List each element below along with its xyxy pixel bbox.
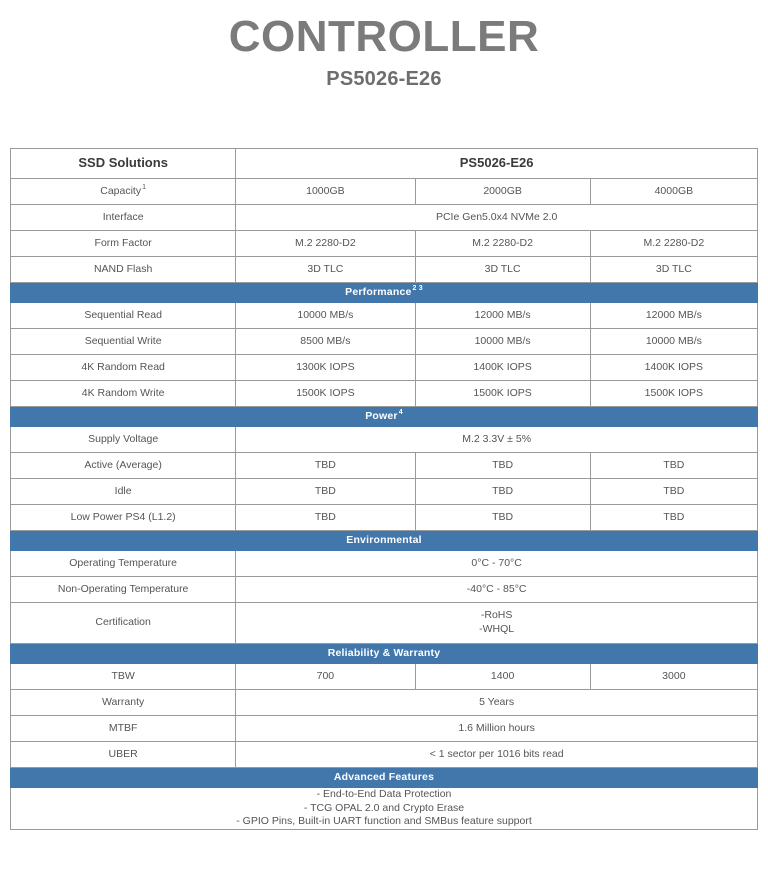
table-row bbox=[11, 664, 758, 690]
row-value-col2: TBD bbox=[415, 453, 590, 479]
row-value-col3: 3000 bbox=[590, 664, 757, 690]
table-row bbox=[11, 179, 758, 205]
row-value-col2: 1400 bbox=[415, 664, 590, 690]
section-header-footnote: 2 3 bbox=[412, 285, 423, 293]
row-value-line: -RoHS bbox=[480, 609, 513, 622]
page-title: CONTROLLER bbox=[228, 12, 540, 61]
section-header-footnote: 4 bbox=[398, 409, 403, 417]
row-label: TBW bbox=[11, 664, 236, 690]
table-row bbox=[11, 742, 758, 768]
row-label: 4K Random Write bbox=[11, 381, 236, 407]
row-label: Active (Average) bbox=[11, 453, 236, 479]
row-value-col1: 1500K IOPS bbox=[236, 381, 415, 407]
spec-table bbox=[10, 148, 758, 830]
advanced-features-list bbox=[11, 788, 758, 830]
row-label: Capacity$^1$ bbox=[11, 179, 236, 205]
section-header-label: Performance$^{2 3}$ bbox=[11, 283, 758, 303]
row-value-merged: -40°C - 85°C bbox=[236, 577, 758, 603]
row-label: Interface bbox=[11, 205, 236, 231]
row-value-col1: TBD bbox=[236, 505, 415, 531]
row-label: UBER bbox=[11, 742, 236, 768]
table-row bbox=[11, 551, 758, 577]
row-label: MTBF bbox=[11, 716, 236, 742]
section-header-label: Advanced Features bbox=[11, 768, 758, 788]
section-header-label: Power$^4$ bbox=[11, 407, 758, 427]
feature-item: - End-to-End Data Protection bbox=[316, 788, 452, 800]
row-label: NAND Flash bbox=[11, 257, 236, 283]
row-value-col1: 1300K IOPS bbox=[236, 355, 415, 381]
row-label: Supply Voltage bbox=[11, 427, 236, 453]
section-header-row-power bbox=[11, 407, 758, 427]
row-value-col3: 10000 MB/s bbox=[590, 329, 757, 355]
row-label: Sequential Read bbox=[11, 303, 236, 329]
row-value-merged: 5 Years bbox=[236, 690, 758, 716]
table-row bbox=[11, 505, 758, 531]
row-value-merged: M.2 3.3V ± 5% bbox=[236, 427, 758, 453]
table-row bbox=[11, 355, 758, 381]
row-value-col3: TBD bbox=[590, 479, 757, 505]
table-row bbox=[11, 603, 758, 644]
row-label: 4K Random Read bbox=[11, 355, 236, 381]
row-value-merged: 1.6 Million hours bbox=[236, 716, 758, 742]
table-row bbox=[11, 427, 758, 453]
row-value-col3: 3D TLC bbox=[590, 257, 757, 283]
advanced-features-row bbox=[11, 788, 758, 830]
row-value-col3: 12000 MB/s bbox=[590, 303, 757, 329]
row-value-col2: M.2 2280-D2 bbox=[415, 231, 590, 257]
spec-table-container bbox=[10, 148, 758, 830]
row-value-col1: 3D TLC bbox=[236, 257, 415, 283]
section-header-row-reliability bbox=[11, 644, 758, 664]
row-value-col3: TBD bbox=[590, 453, 757, 479]
row-value-merged: PCIe Gen5.0x4 NVMe 2.0 bbox=[236, 205, 758, 231]
row-value-merged: 0°C - 70°C bbox=[236, 551, 758, 577]
row-value-merged bbox=[236, 603, 758, 644]
header-label-cell: SSD Solutions bbox=[11, 149, 236, 179]
row-value-col2: 10000 MB/s bbox=[415, 329, 590, 355]
section-header-label: Reliability & Warranty bbox=[11, 644, 758, 664]
header-product-cell: PS5026-E26 bbox=[236, 149, 758, 179]
row-value-col1: 700 bbox=[236, 664, 415, 690]
row-value-col1: 1000GB bbox=[236, 179, 415, 205]
table-row bbox=[11, 329, 758, 355]
spec-table-header-row bbox=[11, 149, 758, 179]
feature-item: - TCG OPAL 2.0 and Crypto Erase bbox=[303, 801, 465, 814]
row-value-col2: 12000 MB/s bbox=[415, 303, 590, 329]
row-value-col2: 3D TLC bbox=[415, 257, 590, 283]
row-value-col1: TBD bbox=[236, 479, 415, 505]
row-value-col2: 1500K IOPS bbox=[415, 381, 590, 407]
table-row bbox=[11, 479, 758, 505]
row-value-line: -WHQL bbox=[479, 623, 515, 635]
table-row bbox=[11, 381, 758, 407]
row-value-col1: 10000 MB/s bbox=[236, 303, 415, 329]
table-row bbox=[11, 205, 758, 231]
section-header-label: Environmental bbox=[11, 531, 758, 551]
row-value-col1: TBD bbox=[236, 453, 415, 479]
feature-item: - GPIO Pins, Built-in UART function and SMBus feature support bbox=[236, 815, 532, 828]
row-value-col3: 4000GB bbox=[590, 179, 757, 205]
title-block bbox=[0, 0, 768, 91]
row-value-col2: 1400K IOPS bbox=[415, 355, 590, 381]
row-label: Non-Operating Temperature bbox=[11, 577, 236, 603]
row-value-col2: TBD bbox=[415, 505, 590, 531]
row-value-col3: TBD bbox=[590, 505, 757, 531]
row-label: Warranty bbox=[11, 690, 236, 716]
row-label: Low Power PS4 (L1.2) bbox=[11, 505, 236, 531]
row-value-col1: 8500 MB/s bbox=[236, 329, 415, 355]
row-value-col3: 1400K IOPS bbox=[590, 355, 757, 381]
row-value-merged: < 1 sector per 1016 bits read bbox=[236, 742, 758, 768]
page-subtitle: PS5026-E26 bbox=[326, 68, 442, 91]
table-row bbox=[11, 231, 758, 257]
row-value-col2: 2000GB bbox=[415, 179, 590, 205]
row-value-col2: TBD bbox=[415, 479, 590, 505]
section-header-row-environmental bbox=[11, 531, 758, 551]
table-row bbox=[11, 303, 758, 329]
section-header-row-performance bbox=[11, 283, 758, 303]
row-label: Idle bbox=[11, 479, 236, 505]
table-row bbox=[11, 577, 758, 603]
table-row bbox=[11, 453, 758, 479]
table-row bbox=[11, 690, 758, 716]
row-label: Form Factor bbox=[11, 231, 236, 257]
row-label: Operating Temperature bbox=[11, 551, 236, 577]
row-value-col1: M.2 2280-D2 bbox=[236, 231, 415, 257]
row-label-footnote: 1 bbox=[142, 184, 147, 192]
row-label: Certification bbox=[11, 603, 236, 644]
table-row bbox=[11, 257, 758, 283]
section-header-row-advanced-features bbox=[11, 768, 758, 788]
row-value-col3: M.2 2280-D2 bbox=[590, 231, 757, 257]
row-label: Sequential Write bbox=[11, 329, 236, 355]
row-value-col3: 1500K IOPS bbox=[590, 381, 757, 407]
table-row bbox=[11, 716, 758, 742]
